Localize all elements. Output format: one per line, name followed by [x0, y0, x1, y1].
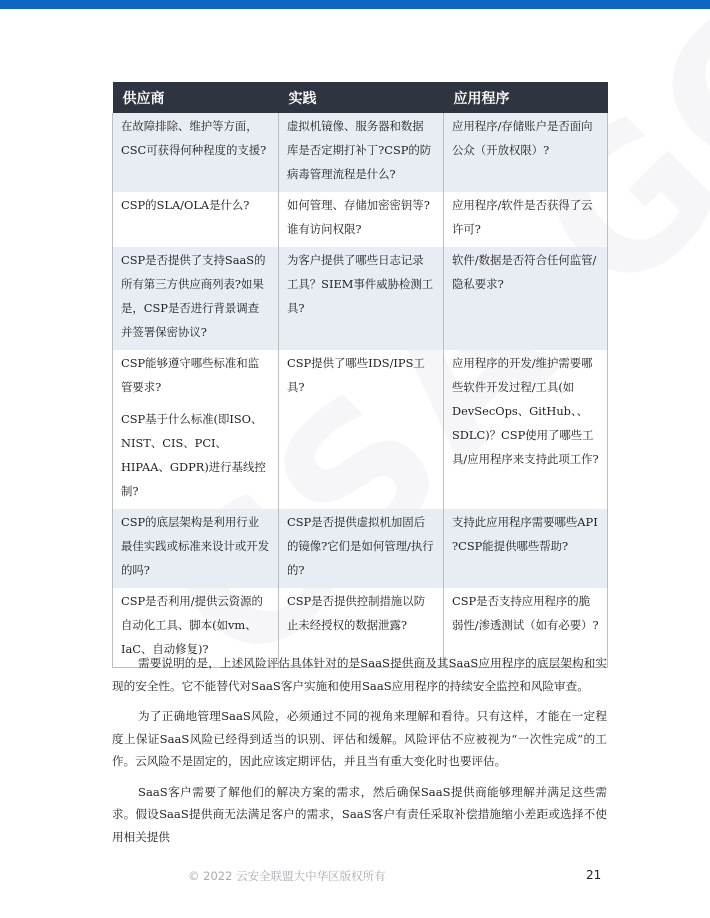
table-cell: 为客户提供了哪些日志记录工具？SIEM事件威胁检测工具?: [279, 247, 444, 350]
page-number: 21: [586, 868, 602, 882]
footer-copyright: © 2022 云安全联盟大中华区版权所有: [188, 869, 386, 883]
header-practice: 实践: [279, 82, 444, 113]
paragraph: 需要说明的是，上述风险评估具体针对的是SaaS提供商及其SaaS应用程序的底层架构和实现的安全性。它不能替代对SaaS客户实施和使用SaaS应用程序的持续安全监控和风险审查。: [112, 656, 607, 693]
table-row: [113, 350, 608, 509]
table-cell: 支持此应用程序需要哪些API ?CSP能提供哪些帮助?: [444, 509, 608, 588]
table-cell: CSP的底层架构是利用行业最佳实践或标准来设计或开发的吗?: [113, 509, 279, 588]
table-cell: CSP是否提供了支持SaaS的所有第三方供应商列表?如果是，CSP是否进行背景调查并签署保密协议?: [113, 247, 279, 350]
body-text: [112, 652, 607, 856]
table-cell: 软件/数据是否符合任何监管/隐私要求?: [444, 247, 608, 350]
paragraph: SaaS客户需要了解他们的解决方案的需求，然后确保SaaS提供商能够理解并满足这些需求。假设SaaS提供商无法满足客户的需求，SaaS客户有责任采取补偿措施缩小差距或选择不使用相关提供: [112, 784, 607, 844]
header-application: 应用程序: [444, 82, 608, 113]
cell-paragraph: CSP能够遵守哪些标准和监管要求?: [121, 356, 260, 394]
table-cell: 应用程序/存储账户是否面向公众（开放权限）?: [444, 113, 608, 192]
table-row: [113, 509, 608, 588]
table-row: [113, 192, 608, 247]
table-cell: 如何管理、存储加密密钥等?谁有访问权限?: [279, 192, 444, 247]
table-row: [113, 247, 608, 350]
header-vendor: 供应商: [113, 82, 279, 113]
table-header-row: [113, 82, 608, 113]
table-cell: [113, 350, 279, 509]
top-accent-bar: [0, 0, 710, 9]
table-cell: CSP提供了哪些IDS/IPS工具?: [279, 350, 444, 509]
table-cell: CSP是否支持应用程序的脆弱性/渗透测试（如有必要）?: [444, 588, 608, 668]
table-cell: CSP的SLA/OLA是什么?: [113, 192, 279, 247]
paragraph: 为了正确地管理SaaS风险，必须通过不同的视角来理解和看待。只有这样，才能在一定程度上保证SaaS风险已经得到适当的识别、评估和缓解。风险评估不应被视为“一次性完成”的工作。云风险不是固定的，因此应该定期评估，并且当有重大变化时也要评估。: [112, 709, 607, 768]
table-cell: CSP是否提供虚拟机加固后的镜像?它们是如何管理/执行的?: [279, 509, 444, 588]
table-cell: CSP是否提供控制措施以防止未经授权的数据泄露?: [279, 588, 444, 668]
table-cell: 在故障排除、维护等方面，CSC可获得何种程度的支援?: [113, 113, 279, 192]
table-row: [113, 113, 608, 192]
risk-assessment-table: [112, 82, 608, 668]
table-cell: CSP是否利用/提供云资源的自动化工具、脚本(如vm、IaC、自动修复)?: [113, 588, 279, 668]
cell-paragraph: CSP基于什么标准(即ISO、NIST、CIS、PCI、HIPAA、GDPR)进行基线控制?: [121, 412, 266, 498]
table-cell: 应用程序/软件是否获得了云许可?: [444, 192, 608, 247]
table-cell: 应用程序的开发/维护需要哪些软件开发过程/工具(如DevSecOps、GitHub、、SDLC)？CSP使用了哪些工具/应用程序来支持此项工作?: [444, 350, 608, 509]
table-cell: 虚拟机镜像、服务器和数据库是否定期打补丁?CSP的防病毒管理流程是什么?: [279, 113, 444, 192]
